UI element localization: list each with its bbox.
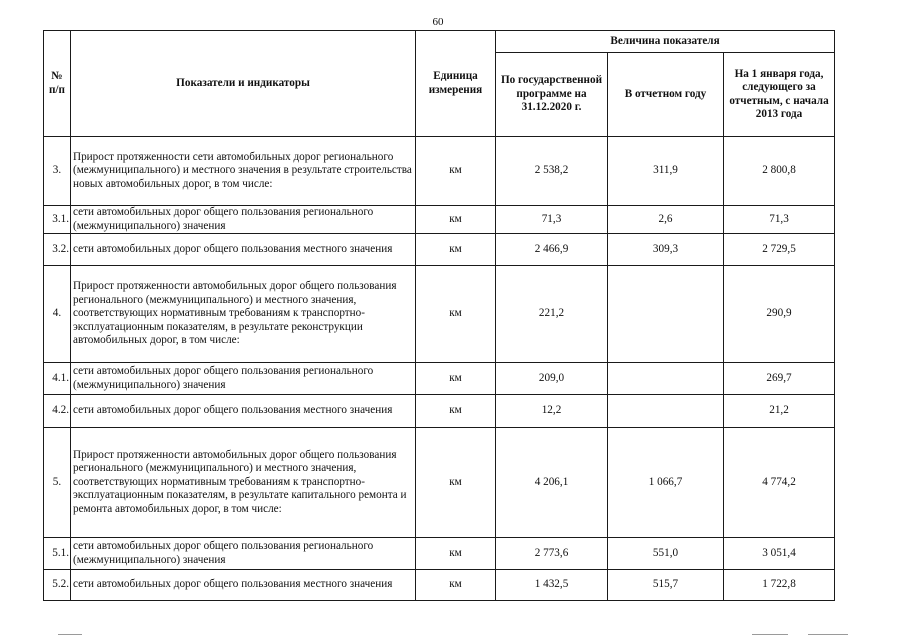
header-cumulative: На 1 января года, следующего за отчетным, с начала 2013 года <box>724 53 835 137</box>
header-group: Величина показателя <box>496 31 835 53</box>
row-unit: км <box>416 137 496 206</box>
row-unit: км <box>416 428 496 538</box>
row-reporting-year-value <box>608 266 724 363</box>
row-cumulative-value: 3 051,4 <box>724 538 835 570</box>
header-name: Показатели и индикаторы <box>71 31 416 137</box>
row-reporting-year-value: 2,6 <box>608 206 724 234</box>
row-cumulative-value: 269,7 <box>724 363 835 395</box>
table-row <box>44 395 835 428</box>
table-header <box>44 31 835 137</box>
row-unit: км <box>416 206 496 234</box>
row-reporting-year-value <box>608 363 724 395</box>
row-cumulative-value: 4 774,2 <box>724 428 835 538</box>
page-number: 60 <box>432 16 444 28</box>
table-row <box>44 206 835 234</box>
row-unit: км <box>416 538 496 570</box>
row-unit: км <box>416 234 496 266</box>
row-reporting-year-value <box>608 395 724 428</box>
row-reporting-year-value: 515,7 <box>608 570 724 601</box>
row-cumulative-value: 71,3 <box>724 206 835 234</box>
row-cumulative-value: 1 722,8 <box>724 570 835 601</box>
row-name: Прирост протяженности автомобильных дорог общего пользования регионального (межмуниципального) и местного значения, соответствующих нормативным требованиям к транспортно-эксплуатационным показателям, в результате реконструкции автомобильных дорог, в том числе: <box>71 266 416 363</box>
row-name: сети автомобильных дорог общего пользования местного значения <box>71 570 416 601</box>
row-name: сети автомобильных дорог общего пользования регионального (межмуниципального) значения <box>71 363 416 395</box>
table-row <box>44 428 835 538</box>
row-number: 3.1. <box>44 206 71 234</box>
row-cumulative-value: 290,9 <box>724 266 835 363</box>
row-number: 4.1. <box>44 363 71 395</box>
row-reporting-year-value: 309,3 <box>608 234 724 266</box>
header-reporting-year: В отчетном году <box>608 53 724 137</box>
table-body <box>44 137 835 601</box>
row-program-value: 221,2 <box>496 266 608 363</box>
scan-edge-mark <box>752 634 788 635</box>
row-name: Прирост протяженности сети автомобильных дорог регионального (межмуниципального) и местного значения в результате строительства новых автомобильных дорог, в том числе: <box>71 137 416 206</box>
row-reporting-year-value: 1 066,7 <box>608 428 724 538</box>
row-program-value: 71,3 <box>496 206 608 234</box>
row-unit: км <box>416 363 496 395</box>
row-name: Прирост протяженности автомобильных дорог общего пользования регионального (межмуниципального) и местного значения, соответствующих нормативным требованиям к транспортно-эксплуатационным показателям, в результате капитального ремонта и ремонта автомобильных дорог, в том числе: <box>71 428 416 538</box>
row-number: 5.1. <box>44 538 71 570</box>
row-name: сети автомобильных дорог общего пользования регионального (межмуниципального) значения <box>71 206 416 234</box>
table-row <box>44 363 835 395</box>
row-program-value: 1 432,5 <box>496 570 608 601</box>
table-row <box>44 234 835 266</box>
row-program-value: 2 773,6 <box>496 538 608 570</box>
row-program-value: 2 466,9 <box>496 234 608 266</box>
row-reporting-year-value: 311,9 <box>608 137 724 206</box>
row-cumulative-value: 2 729,5 <box>724 234 835 266</box>
row-unit: км <box>416 266 496 363</box>
row-program-value: 4 206,1 <box>496 428 608 538</box>
header-program: По государственной программе на 31.12.2020 г. <box>496 53 608 137</box>
row-number: 5.2. <box>44 570 71 601</box>
scan-edge-mark <box>808 634 848 635</box>
header-unit: Единица измерения <box>416 31 496 137</box>
row-program-value: 209,0 <box>496 363 608 395</box>
row-number: 4.2. <box>44 395 71 428</box>
row-program-value: 2 538,2 <box>496 137 608 206</box>
row-name: сети автомобильных дорог общего пользования местного значения <box>71 234 416 266</box>
table-row <box>44 570 835 601</box>
indicators-table <box>43 30 835 601</box>
table-row <box>44 538 835 570</box>
scan-edge-mark <box>58 634 82 635</box>
row-reporting-year-value: 551,0 <box>608 538 724 570</box>
row-name: сети автомобильных дорог общего пользования регионального (межмуниципального) значения <box>71 538 416 570</box>
table-row <box>44 137 835 206</box>
row-number: 3. <box>44 137 71 206</box>
row-unit: км <box>416 570 496 601</box>
header-num: № п/п <box>44 31 71 137</box>
row-number: 5. <box>44 428 71 538</box>
row-number: 3.2. <box>44 234 71 266</box>
row-name: сети автомобильных дорог общего пользования местного значения <box>71 395 416 428</box>
row-cumulative-value: 21,2 <box>724 395 835 428</box>
table-row <box>44 266 835 363</box>
row-number: 4. <box>44 266 71 363</box>
row-cumulative-value: 2 800,8 <box>724 137 835 206</box>
row-program-value: 12,2 <box>496 395 608 428</box>
row-unit: км <box>416 395 496 428</box>
